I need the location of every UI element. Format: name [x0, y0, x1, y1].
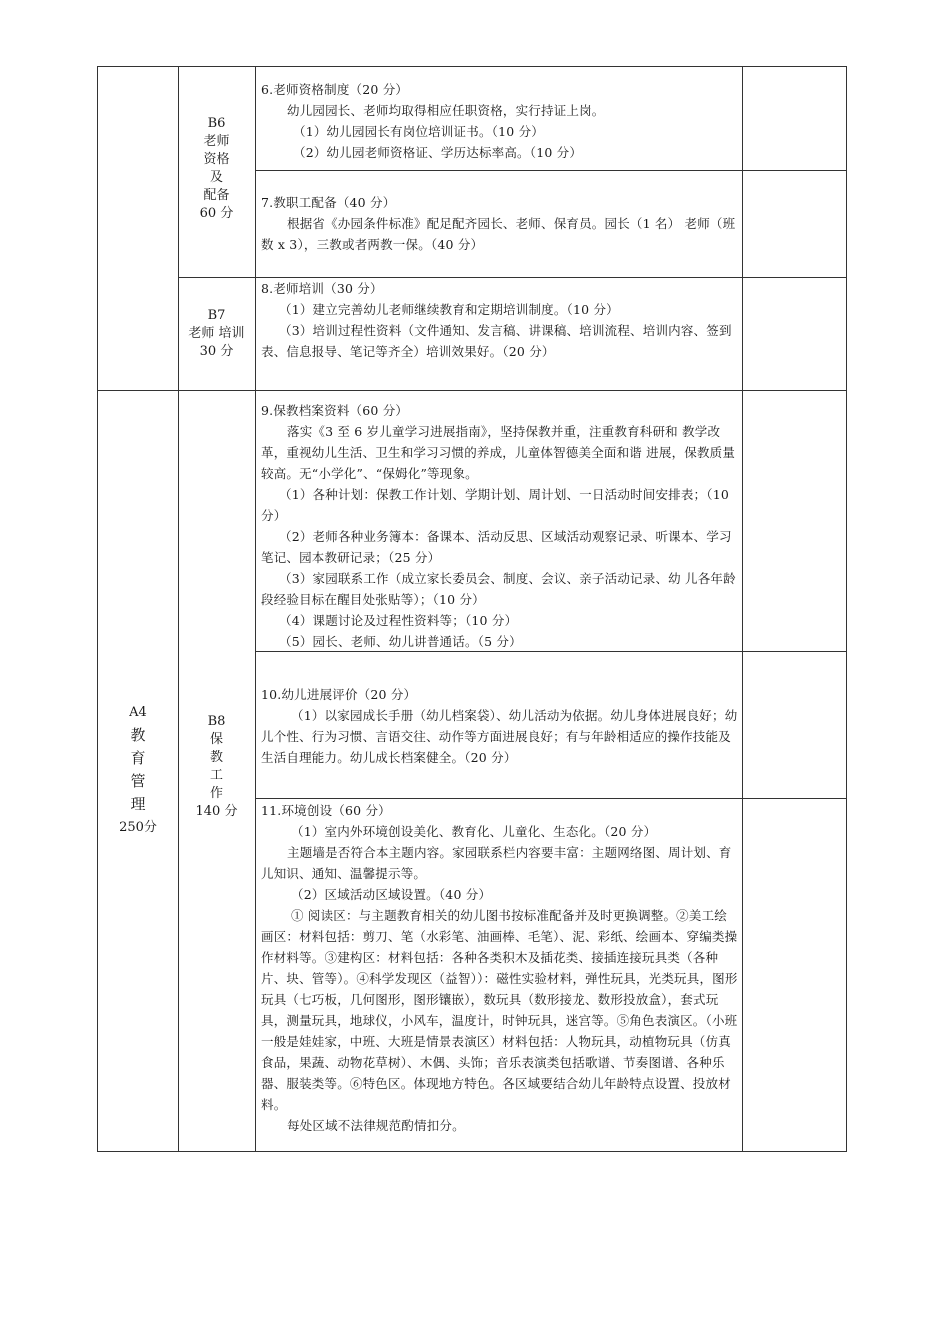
item-10-title: 10.幼儿进展评价（20 分） — [261, 687, 417, 702]
item-9-line: （5）园长、老师、幼儿讲普通话。（5 分） — [279, 634, 522, 649]
a4-score: 250分 — [119, 820, 157, 835]
b6-line4: 配备 — [203, 188, 230, 203]
row-divider-10-11 — [255, 798, 846, 799]
item-6-line: 幼儿园园长、老师均取得相应任职资格，实行持证上岗。 — [287, 103, 605, 118]
item-9-line: （4）课题讨论及过程性资料等；（10 分） — [279, 613, 518, 628]
a4-code: A4 — [129, 705, 147, 720]
item-9-line: （2）老师各种业务簿本：备课本、活动反思、区域活动观察记录、听课本、学习笔记、园本教研记录；（25 分） — [261, 529, 732, 565]
item-6-title: 6.老师资格制度（20 分） — [261, 82, 409, 97]
b8-label — [178, 713, 255, 821]
item-9-title: 9.保教档案资料（60 分） — [261, 403, 409, 418]
b8-char4: 作 — [209, 786, 223, 801]
item-11-line: （1）室内外环境创设美化、教育化、儿童化、生态化。（20 分） — [291, 824, 657, 839]
a4-char4: 理 — [130, 795, 146, 813]
item-11-line: ① 阅读区：与主题教育相关的幼儿图书按标准配备并及时更换调整。②美工绘画区：材料包括：剪刀、笔（水彩笔、油画棒、毛笔）、泥、彩纸、绘画本、穿编类操作材料等。③建构区：材料包括：各种各类积木及插花类、接插连接玩具类（各种片、块、管等）。④科学发现区（益智））：磁性实验材料，弹性玩具，光类玩具，图形玩具（七巧板，几何图形，图形镶嵌），数玩具（数形接龙、数形投放盒），套式玩具，测量玩具，地球仪，小风车，温度计，时钟玩具，迷宫等。⑤角色表演区。（小班一般是娃娃家，中班、大班是情景表演区）材料包括：人物玩具，动植物玩具（仿真食品，果蔬、动物花草树）、木偶、头饰；音乐表演类包括歌谱、节奏图谱、各种乐器、服装类等。⑥特色区。体现地方特色。各区域要结合幼儿年龄特点设置、投放材料。 — [261, 908, 738, 1112]
row-divider-section — [98, 390, 846, 391]
b7-score: 30 分 — [199, 344, 234, 359]
a4-label — [98, 701, 178, 839]
b6-code: B6 — [207, 116, 226, 131]
item-6-line: （2）幼儿园老师资格证、学历达标率高。（10 分） — [293, 145, 583, 160]
item-11 — [261, 800, 739, 1136]
item-11-title: 11.环境创设（60 分） — [261, 803, 391, 818]
b6-score: 60 分 — [199, 206, 234, 221]
item-7-title: 7.教职工配备（40 分） — [261, 195, 396, 210]
a4-char2: 育 — [130, 749, 146, 767]
item-11-line: （2）区域活动区域设置。（40 分） — [291, 887, 492, 902]
b6-label — [178, 115, 255, 223]
b8-score: 140 分 — [195, 804, 238, 819]
b8-char3: 工 — [209, 768, 223, 783]
a4-char1: 教 — [130, 726, 146, 744]
item-8-title: 8.老师培训（30 分） — [261, 281, 383, 296]
b6-line2: 资格 — [203, 152, 230, 167]
b6-line1: 老师 — [203, 134, 230, 149]
item-8-line: （3）培训过程性资料（文件通知、发言稿、讲课稿、培训流程、培训内容、签到表、信息报导、笔记等齐全）培训效果好。（20 分） — [261, 323, 732, 359]
b8-char2: 教 — [209, 750, 223, 765]
item-11-line: 每处区域不法律规范酌情扣分。 — [287, 1118, 465, 1133]
a4-char3: 管 — [130, 772, 146, 790]
item-6 — [261, 79, 739, 163]
item-11-line: 主题墙是否符合本主题内容。家园联系栏内容要丰富：主题网络图、周计划、育儿知识、通知、温馨提示等。 — [261, 845, 732, 881]
b6-line3: 及 — [209, 170, 223, 185]
item-7-line: 根据省《办园条件标准》配足配齐园长、老师、保育员。园长（1 名） 老师（班数 x 3），三教或者两教一保。（40 分） — [261, 216, 736, 252]
b8-code: B8 — [207, 714, 226, 729]
col-divider-3 — [742, 67, 743, 1151]
col-divider-2 — [255, 67, 256, 1151]
col-divider-1 — [178, 67, 179, 1151]
item-8 — [261, 278, 739, 362]
evaluation-table — [97, 66, 847, 1152]
b7-label — [178, 307, 255, 361]
b8-char1: 保 — [209, 732, 223, 747]
item-9-line: 落实《3 至 6 岁儿童学习进展指南》，坚持保教并重，注重教育科研和 教学改革，重视幼儿生活、卫生和学习习惯的养成，儿童体智德美全面和谐 进展，保教质量较高。无“小学化”、“保姆化”等现象。 — [261, 424, 736, 481]
row-divider-b6-split — [255, 170, 846, 171]
item-9-line: （1）各种计划：保教工作计划、学期计划、周计划、一日活动时间安排表；（10 分） — [261, 487, 730, 523]
item-10-line: （1）以家园成长手册（幼儿档案袋）、幼儿活动为依据。幼儿身体进展良好；幼儿个性、行为习惯、言语交往、动作等方面进展良好；有与年龄相适应的操作技能及生活自理能力。幼儿成长档案健全。（20 分） — [261, 708, 738, 765]
b7-code: B7 — [207, 308, 226, 323]
item-8-line: （1）建立完善幼儿老师继续教育和定期培训制度。（10 分） — [279, 302, 619, 317]
item-6-line: （1）幼儿园园长有岗位培训证书。（10 分） — [293, 124, 544, 139]
item-9 — [261, 400, 739, 652]
b7-line1: 老师 培训 — [188, 326, 245, 341]
item-10 — [261, 684, 739, 768]
item-7 — [261, 192, 739, 255]
item-9-line: （3）家园联系工作（成立家长委员会、制度、会议、亲子活动记录、幼 儿各年龄段经验目标在醒目处张贴等）；（10 分） — [261, 571, 736, 607]
